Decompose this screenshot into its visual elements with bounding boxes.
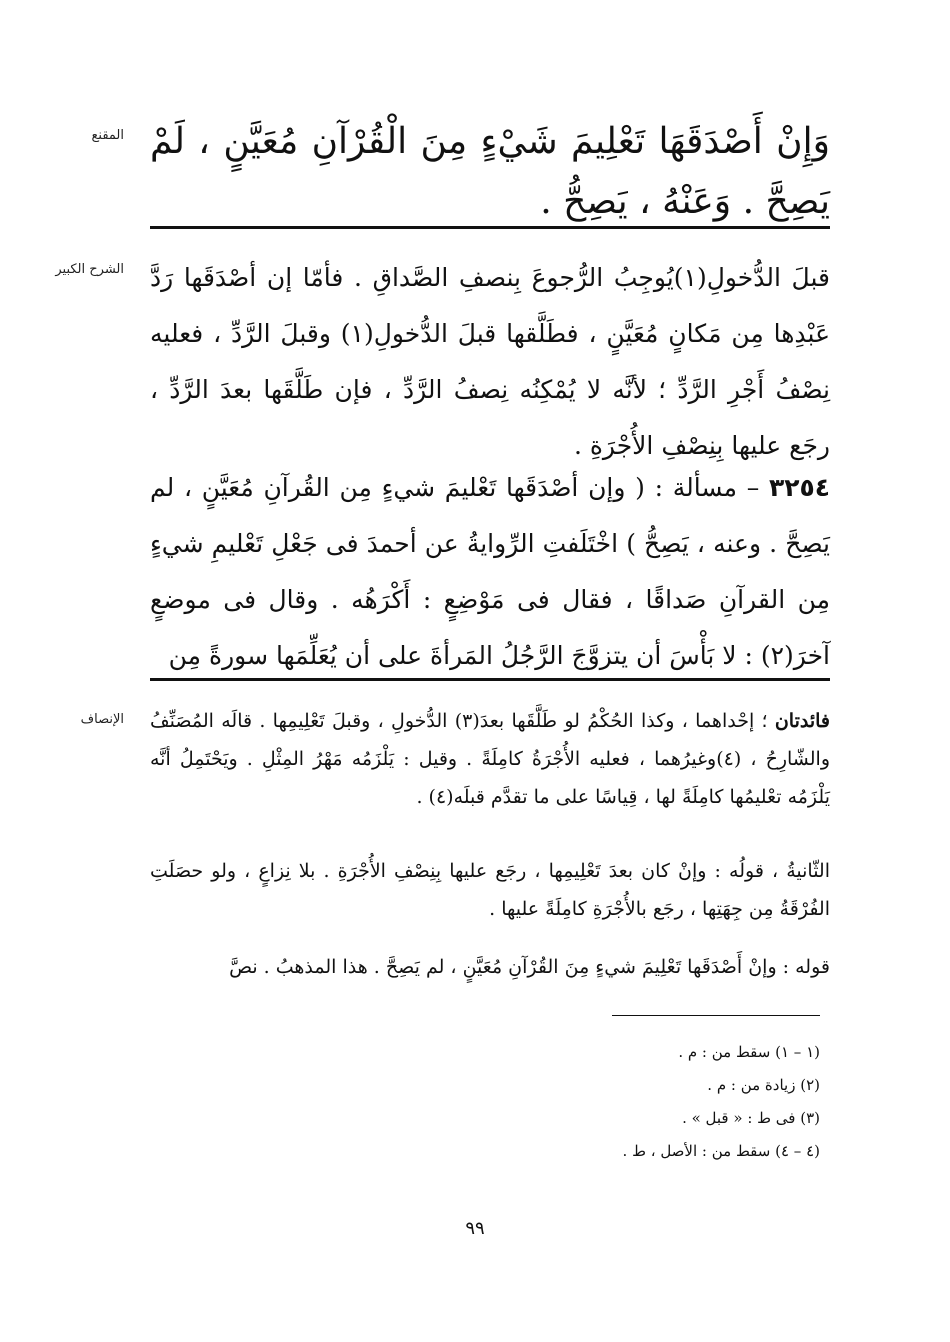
- insaf-p1-body: ؛ إحْداهما ، وكذا الحُكْمُ لو طَلَّقَها بعدَ(٣) الدُّخولِ ، وقبلَ تَعْلِيمِها . قالَه المُصَنِّفُ والشّارِحُ ، (٤)وغيرُهما ، فعليه الأُجْرَةُ كامِلَةً . وقيل : يَلْزَمُه مَهْرُ المِثْلِ . ويَحْتَمِلُ أنَّه يَلْزَمُه تعْليمُها كامِلَةً لها ، قِياسًا على ما تقدَّم قبلَه(٤) .: [150, 710, 831, 808]
- muqni-text-block: [150, 112, 830, 232]
- footnote-item: (٣) فى ط : « قبل » .: [682, 1109, 820, 1127]
- footnotes: [420, 1036, 820, 1168]
- page-number: ٩٩: [465, 1218, 485, 1239]
- label-sharh: الشرح الكبير: [55, 262, 124, 277]
- sharh-paragraph-1: [150, 250, 830, 474]
- sharh-paragraph-1-text: قبلَ الدُّخولِ(١)يُوجِبُ الرُّجوعَ بِنصفِ الصَّداقِ . فأمّا إن أصْدَقَها رَدَّ عَبْدِها مِن مَكانٍ مُعَيَّنٍ ، فطَلَّقها قبلَ الدُّخولِ(١) وقبلَ الرَّدِّ ، فعليه نِصْفُ أَجْرِ الرَّدِّ ؛ لأنَّه لا يُمْكِنُه نِصفُ الرَّدِّ ، فإن طَلَّقَها بعدَ الرَّدِّ ، رجَع عليها بِنِصْفِ الأُجْرَةِ .: [150, 263, 831, 460]
- sharh-masala: [150, 460, 830, 684]
- insaf-paragraph-1-text: [150, 702, 830, 816]
- label-insaf: الإنصاف: [80, 712, 124, 727]
- masala-paragraph: [150, 460, 830, 684]
- section-divider-top: [150, 226, 830, 229]
- insaf-lead: فائدتان: [774, 710, 830, 732]
- muqni-text: وَإِنْ أَصْدَقَهَا تَعْلِيمَ شَيْءٍ مِنَ الْقُرْآنِ مُعَيَّنٍ ، لَمْ يَصِحَّ . وَعَنْهُ ، يَصِحُّ .: [150, 121, 830, 222]
- insaf-paragraph-3: [150, 948, 830, 986]
- footnote-item: (٢) زيادة من : م .: [707, 1076, 820, 1094]
- footnote-item: (٤ – ٤) سقط من : الأصل ، ط .: [622, 1142, 820, 1160]
- footnote-divider: [612, 1015, 820, 1016]
- section-divider-bottom: [150, 678, 830, 681]
- insaf-paragraph-2-text: الثّانيةُ ، قولُه : وإنْ كان بعدَ تَعْلِيمِها ، رجَع عليها بِنِصْفِ الأُجْرَةِ . بلا نِزاعٍ ، ولو حصَلَتِ الفُرْقَةُ مِن جِهَتِها ، رجَع بالأُجْرَةِ كامِلَةً عليها .: [150, 860, 830, 920]
- masala-text: – مسألة : ( وإن أصْدَقَها تَعْليمَ شيءٍ مِن القُرآنِ مُعَيَّنٍ ، لم يَصِحَّ . وعنه ، يَصِحُّ ) اخْتَلَفتِ الرِّوايةُ عن أحمدَ فى جَعْلِ تَعْليمِ شيءٍ مِن القرآنِ صَداقًا ، فقال فى مَوْضِعٍ : أَكْرَهُه . وقال فى موضعٍ آخرَ(٢) : لا بَأْسَ أن يتزوَّجَ الرَّجُلُ المَرأةَ على أن يُعَلِّمَها سورةً مِن: [150, 473, 830, 670]
- masala-number: ٣٢٥٤: [768, 473, 830, 502]
- label-muqni: المقنع: [91, 128, 124, 143]
- insaf-paragraph-2: [150, 852, 830, 928]
- insaf-paragraph-1: [150, 702, 830, 816]
- footnote-item: (١ – ١) سقط من : م .: [678, 1043, 820, 1061]
- insaf-paragraph-3-text: قوله : وإنْ أَصْدَقَها تَعْلِيمَ شيءٍ مِنَ القُرْآنِ مُعَيَّنٍ ، لم يَصِحَّ . هذا المذهبُ . نصَّ: [229, 956, 830, 978]
